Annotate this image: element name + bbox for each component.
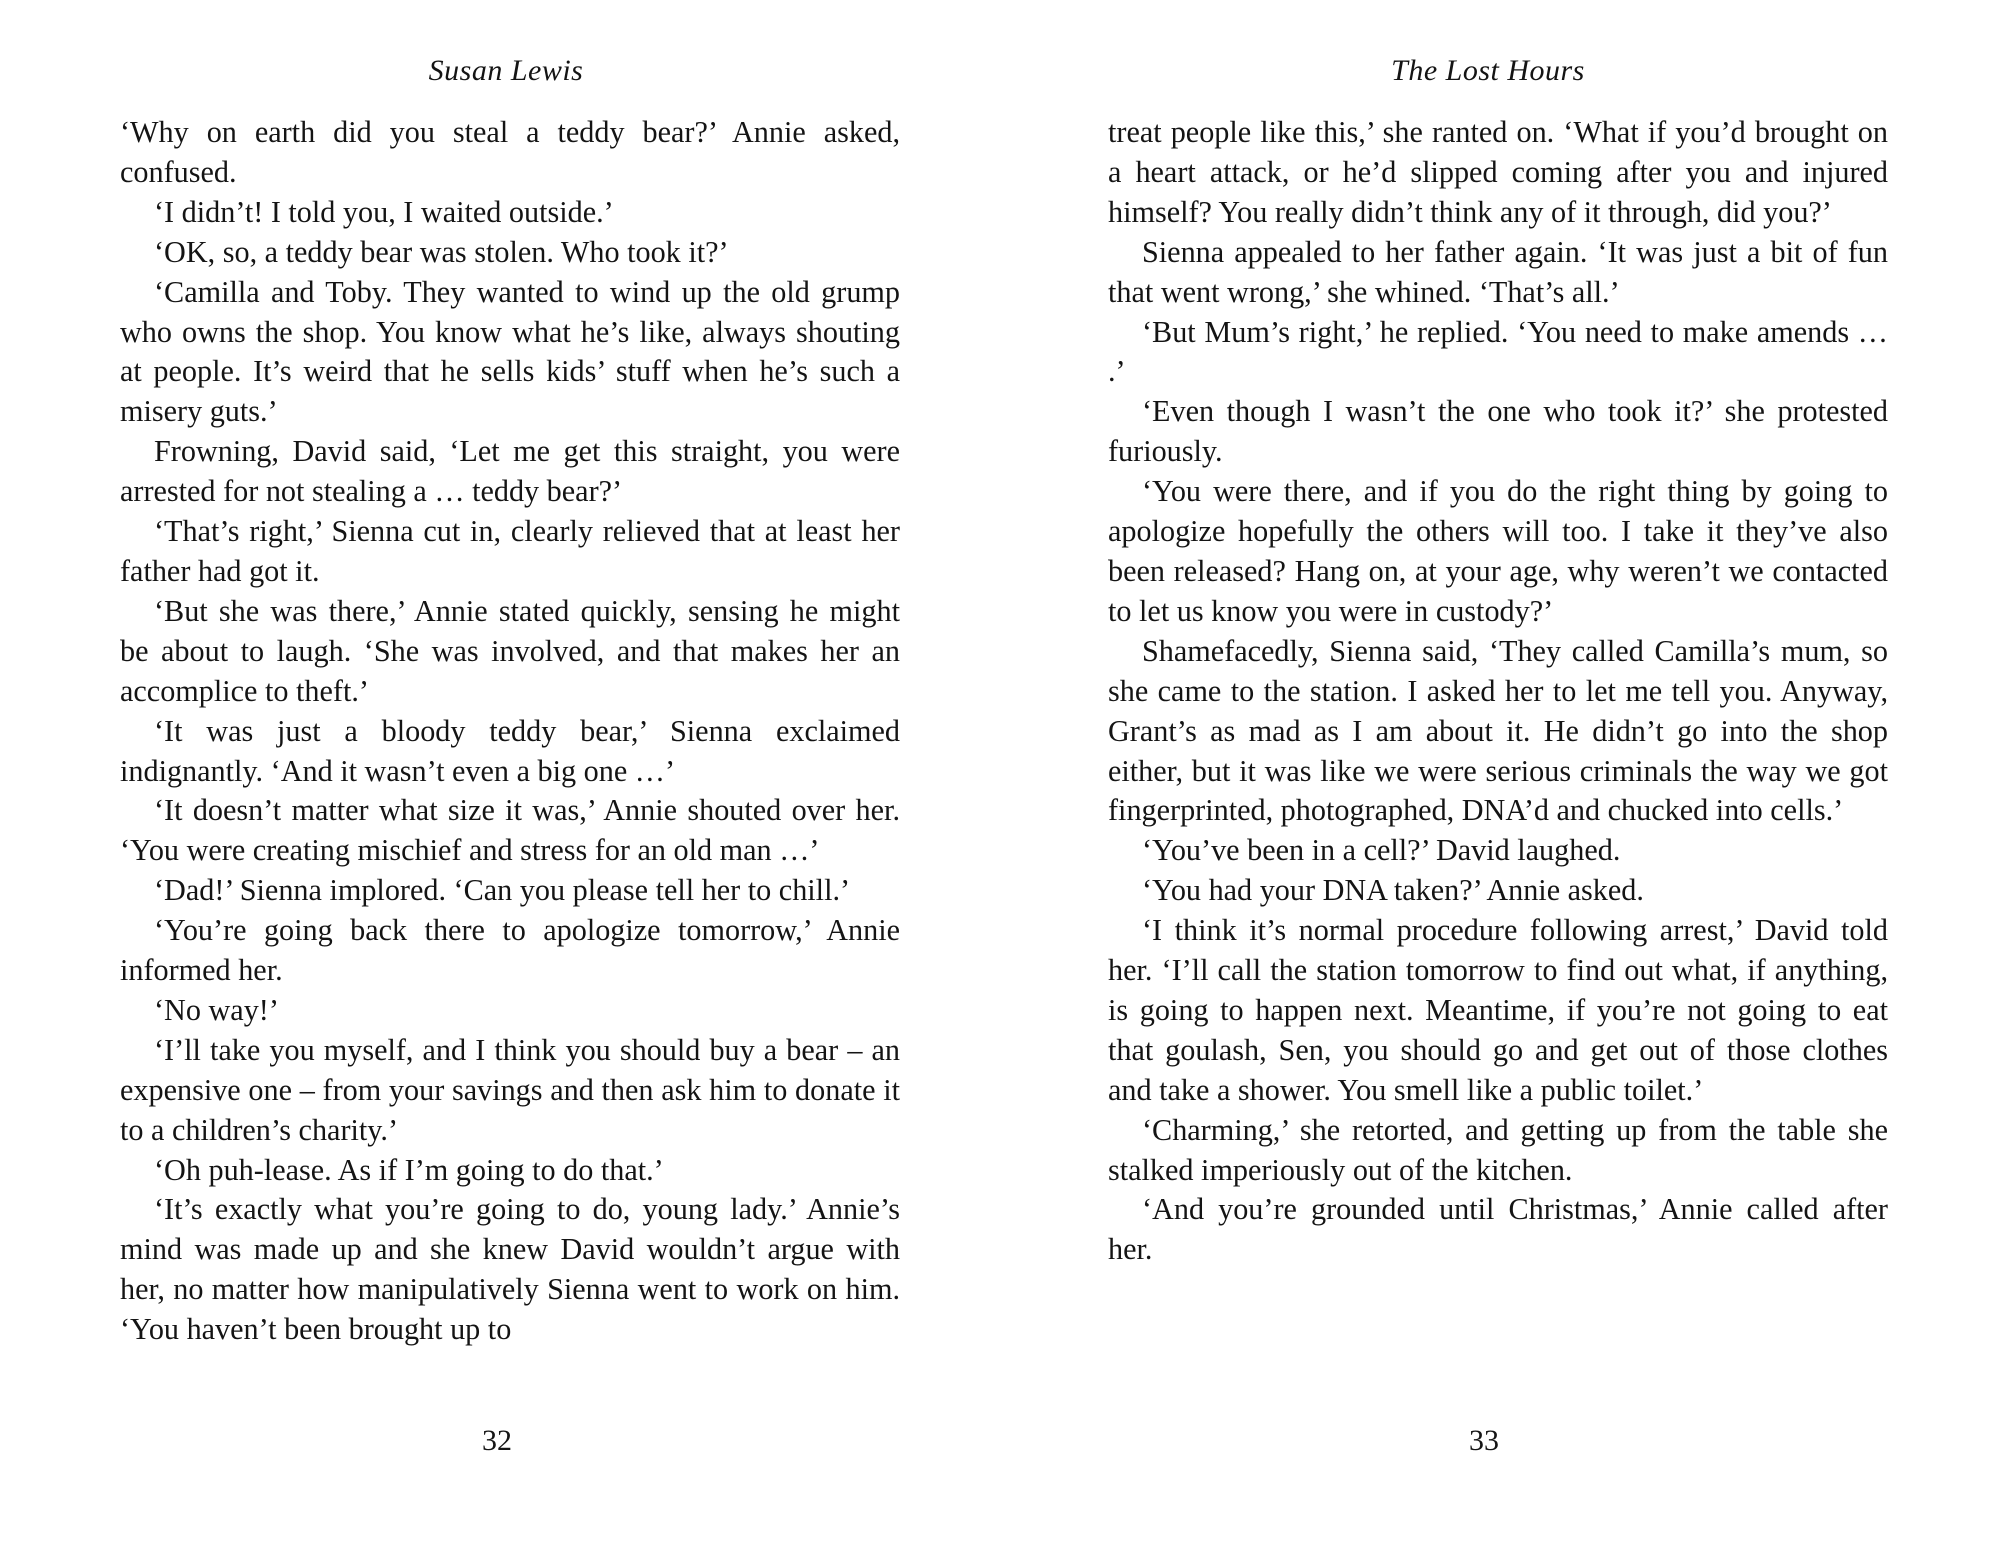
paragraph: ‘That’s right,’ Sienna cut in, clearly relieved that at least her father had got it. (120, 514, 900, 588)
paragraph: treat people like this,’ she ranted on. ‘What if you’d brought on a heart attack, or he’d slipped coming after you and injured himself? You really didn’t think any of it through, did you?’ (1108, 115, 1888, 229)
left-page (120, 0, 900, 1562)
paragraph: ‘Even though I wasn’t the one who took it?’ she protested furiously. (1108, 394, 1888, 469)
paragraph: ‘Charming,’ she retorted, and getting up from the table she stalked imperiously out of the kitchen. (1108, 1112, 1888, 1187)
paragraph: ‘It’s exactly what you’re going to do, young lady.’ Annie’s mind was made up and she knew David wouldn’t argue with her, no matter how manipulatively Sienna went to work on him. ‘You haven’t been brought up to (120, 1192, 900, 1347)
paragraph: ‘You’re going back there to apologize tomorrow,’ Annie informed her. (120, 913, 900, 988)
paragraph: ‘I’ll take you myself, and I think you should buy a bear – an expensive one – from your savings and then ask him to donate it to a children’s charity.’ (120, 1032, 900, 1147)
right-page (1108, 0, 1888, 1562)
paragraph: ‘You were there, and if you do the right thing by going to apologize hopefully the others will too. I take it they’ve also been released? Hang on, at your age, why weren’t we contacted to let us know you were in custody?’ (1108, 474, 1888, 628)
paragraph: ‘I think it’s normal procedure following arrest,’ David told her. ‘I’ll call the station tomorrow to find out what, if anything, is going to happen next. Meantime, if you’re not going to eat that goulash, Sen, you should go and get out of those clothes and take a shower. You smell like a public toilet.’ (1108, 913, 1888, 1107)
right-page-body (1108, 113, 1888, 1270)
paragraph: Frowning, David said, ‘Let me get this straight, you were arrested for not stealing a … teddy bear?’ (120, 434, 900, 509)
paragraph: ‘But Mum’s right,’ he replied. ‘You need to make amends … .’ (1108, 314, 1888, 389)
running-head-author: Susan Lewis (428, 54, 584, 87)
paragraph: ‘Oh puh-lease. As if I’m going to do that.’ (154, 1152, 664, 1187)
paragraph: ‘Why on earth did you steal a teddy bear?’ Annie asked, confused. (120, 115, 900, 189)
paragraph: ‘But she was there,’ Annie stated quickly, sensing he might be about to laugh. ‘She was involved, and that makes her an accomplice to theft.’ (120, 593, 900, 708)
paragraph: Shamefacedly, Sienna said, ‘They called Camilla’s mum, so she came to the station. I asked her to let me tell you. Anyway, Grant’s as mad as I am about it. He didn’t go into the shop either, but it was like we were serious criminals the way we got fingerprinted, photographed, DNA’d and chucked into cells.’ (1108, 633, 1888, 828)
paragraph: ‘You’ve been in a cell?’ David laughed. (1142, 833, 1621, 868)
paragraph: ‘I didn’t! I told you, I waited outside.’ (154, 194, 614, 229)
paragraph: ‘Dad!’ Sienna implored. ‘Can you please tell her to chill.’ (154, 873, 851, 908)
paragraph: ‘And you’re grounded until Christmas,’ Annie called after her. (1108, 1192, 1888, 1267)
paragraph: ‘You had your DNA taken?’ Annie asked. (1142, 873, 1644, 908)
paragraph: ‘It was just a bloody teddy bear,’ Sienna exclaimed indignantly. ‘And it wasn’t even a big one …’ (120, 713, 900, 788)
running-head-title: The Lost Hours (1391, 54, 1585, 87)
left-page-body (120, 113, 900, 1350)
paragraph: Sienna appealed to her father again. ‘It was just a bit of fun that went wrong,’ she whined. ‘That’s all.’ (1108, 234, 1888, 309)
paragraph: ‘No way!’ (154, 992, 279, 1027)
paragraph: ‘Camilla and Toby. They wanted to wind up the old grump who owns the shop. You know what he’s like, always shouting at people. It’s weird that he sells kids’ stuff when he’s such a misery guts.’ (120, 274, 900, 429)
page-number: 33 (1469, 1424, 1499, 1457)
page-number: 32 (482, 1424, 512, 1457)
paragraph: ‘It doesn’t matter what size it was,’ Annie shouted over her. ‘You were creating mischief and stress for an old man …’ (120, 793, 900, 868)
paragraph: ‘OK, so, a teddy bear was stolen. Who took it?’ (154, 234, 729, 269)
